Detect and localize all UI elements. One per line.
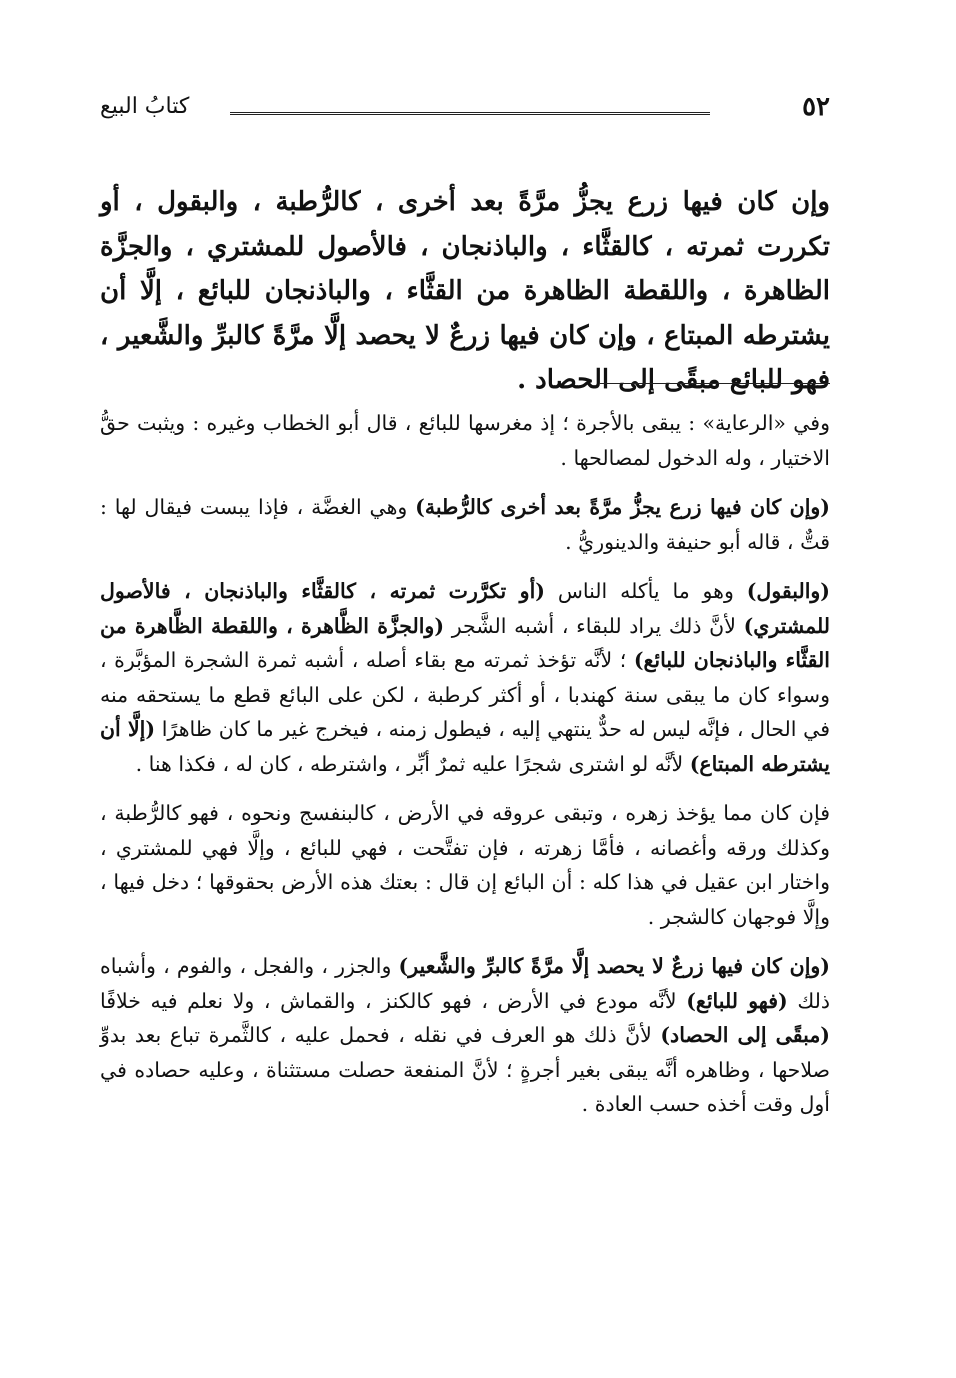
commentary-text: لأنَّه لو اشترى شجرًا عليه ثمرٌ أبِّر ، واشترطه ، كان له ، فكذا هنا . [135, 751, 690, 776]
footnote-separator [600, 383, 830, 384]
commentary-text: ؛ لأنَّه تؤخذ ثمرته مع بقاء أصله ، أشبه ثمرة الشجرة المؤبَّرة ، وسواء كان ما يبقى سنة كهندبا ، أو أكثر كرطبة ، لكن على البائع قطع ما يستحقه منه في الحال ، فإنَّه ليس له حدٌّ ينتهي إليه ، فيطول زمنه ، فيخرج غير ما كان ظاهرًا [100, 648, 830, 741]
page-header [100, 92, 830, 132]
commentary-text: لأنَّ ذلك هو العرف في نقله ، فحمل عليه ، كالثَّمرة تباع بعد بدوِّ صلاحها ، وظاهره أنَّه يبقى بغير أجرةٍ ؛ لأنَّ المنفعة حصلت مستثناة ، وعليه حصاده في أول وقت أخذه حسب العادة . [100, 1023, 830, 1116]
commentary-paragraph-4 [100, 796, 830, 934]
book-title: كتابُ البيع [100, 94, 190, 119]
commentary [100, 406, 830, 1137]
quoted-matn: (والبقول) [746, 579, 830, 603]
commentary-text: وفي «الرعاية» : يبقى بالأجرة ؛ إذ مغرسها للبائع ، قال أبو الخطاب وغيره : ويثبت حقُّ الاختيار ، وله الدخول لمصالحها . [100, 411, 830, 470]
quoted-matn: (أو تكرَّرت ثمرته ، كالقثَّاء والباذنجان ، فالأصول للمشتري) [100, 579, 830, 638]
matn-text: وإن كان فيها زرع يجزُّ مرَّةً بعد أخرى ، كالرُّطبة ، والبقول ، أو تكررت ثمرته ، كالقثَّاء ، والباذنجان ، فالأصول للمشتري ، والجزَّة الظاهرة ، واللقطة الظاهرة من القثَّاء ، والباذنجان للبائع ، إلَّا أن يشترطه المبتاع ، وإن كان فيها زرعٌ لا يحصد إلَّا مرَّةً كالبرِّ والشَّعير ، فهو للبائع مبقًى إلى الحصاد . [100, 187, 830, 395]
quoted-matn: (وإن كان فيها زرعٌ لا يحصد إلَّا مرَّةً كالبرِّ والشَّعير) [398, 954, 830, 978]
commentary-paragraph-5 [100, 949, 830, 1122]
commentary-paragraph-2 [100, 490, 830, 559]
commentary-text: لأنَّه مودع في الأرض ، فهو كالكنز ، والقماش ، ولا نعلم فيه خلافًا [100, 988, 687, 1013]
quoted-matn: (مبقًى إلى الحصاد) [660, 1023, 830, 1047]
commentary-text: والجزر ، والفجل ، والفوم ، وأشباه ذلك [100, 954, 831, 1013]
commentary-paragraph-3 [100, 574, 830, 781]
quoted-matn: (فهو للبائع) [686, 988, 788, 1013]
quoted-matn: (إلَّا أن يشترطه المبتاع) [100, 717, 830, 776]
commentary-text: وهو ما يأكله الناس [544, 579, 747, 603]
page-number: ٥٢ [802, 92, 830, 122]
header-rule [230, 112, 710, 117]
quoted-matn: (وإن كان فيها زرع يجزُّ مرَّةً بعد أخرى كالرُّطبة) [415, 495, 830, 519]
quoted-matn: (والجزَّة الظَّاهرة ، واللقطة الظَّاهرة من القثَّاء والباذنجان للبائع) [100, 613, 830, 672]
commentary-text: لأنَّ ذلك يراد للبقاء ، أشبه الشَّجر [444, 613, 744, 638]
commentary-paragraph-1 [100, 406, 830, 475]
commentary-text: وهي الغضَّة ، فإذا يبست فيقال لها : قتٌّ ، قاله أبو حنيفة والدينوريُّ . [100, 495, 830, 554]
commentary-text: فإن كان مما يؤخذ زهره ، وتبقى عروقه في الأرض ، كالبنفسج ونحوه ، فهو كالرُّطبة ، وكذلك ورقه وأغصانه ، فأمَّا زهرته ، فإن تفتَّحت ، فهي للبائع ، وإلَّا فهي للمشتري ، واختار ابن عقيل في هذا كله : أن البائع إن قال : بعتك هذه الأرض بحقوقها ؛ دخل فيها ، وإلَّا فوجهان كالشجر . [100, 801, 830, 929]
